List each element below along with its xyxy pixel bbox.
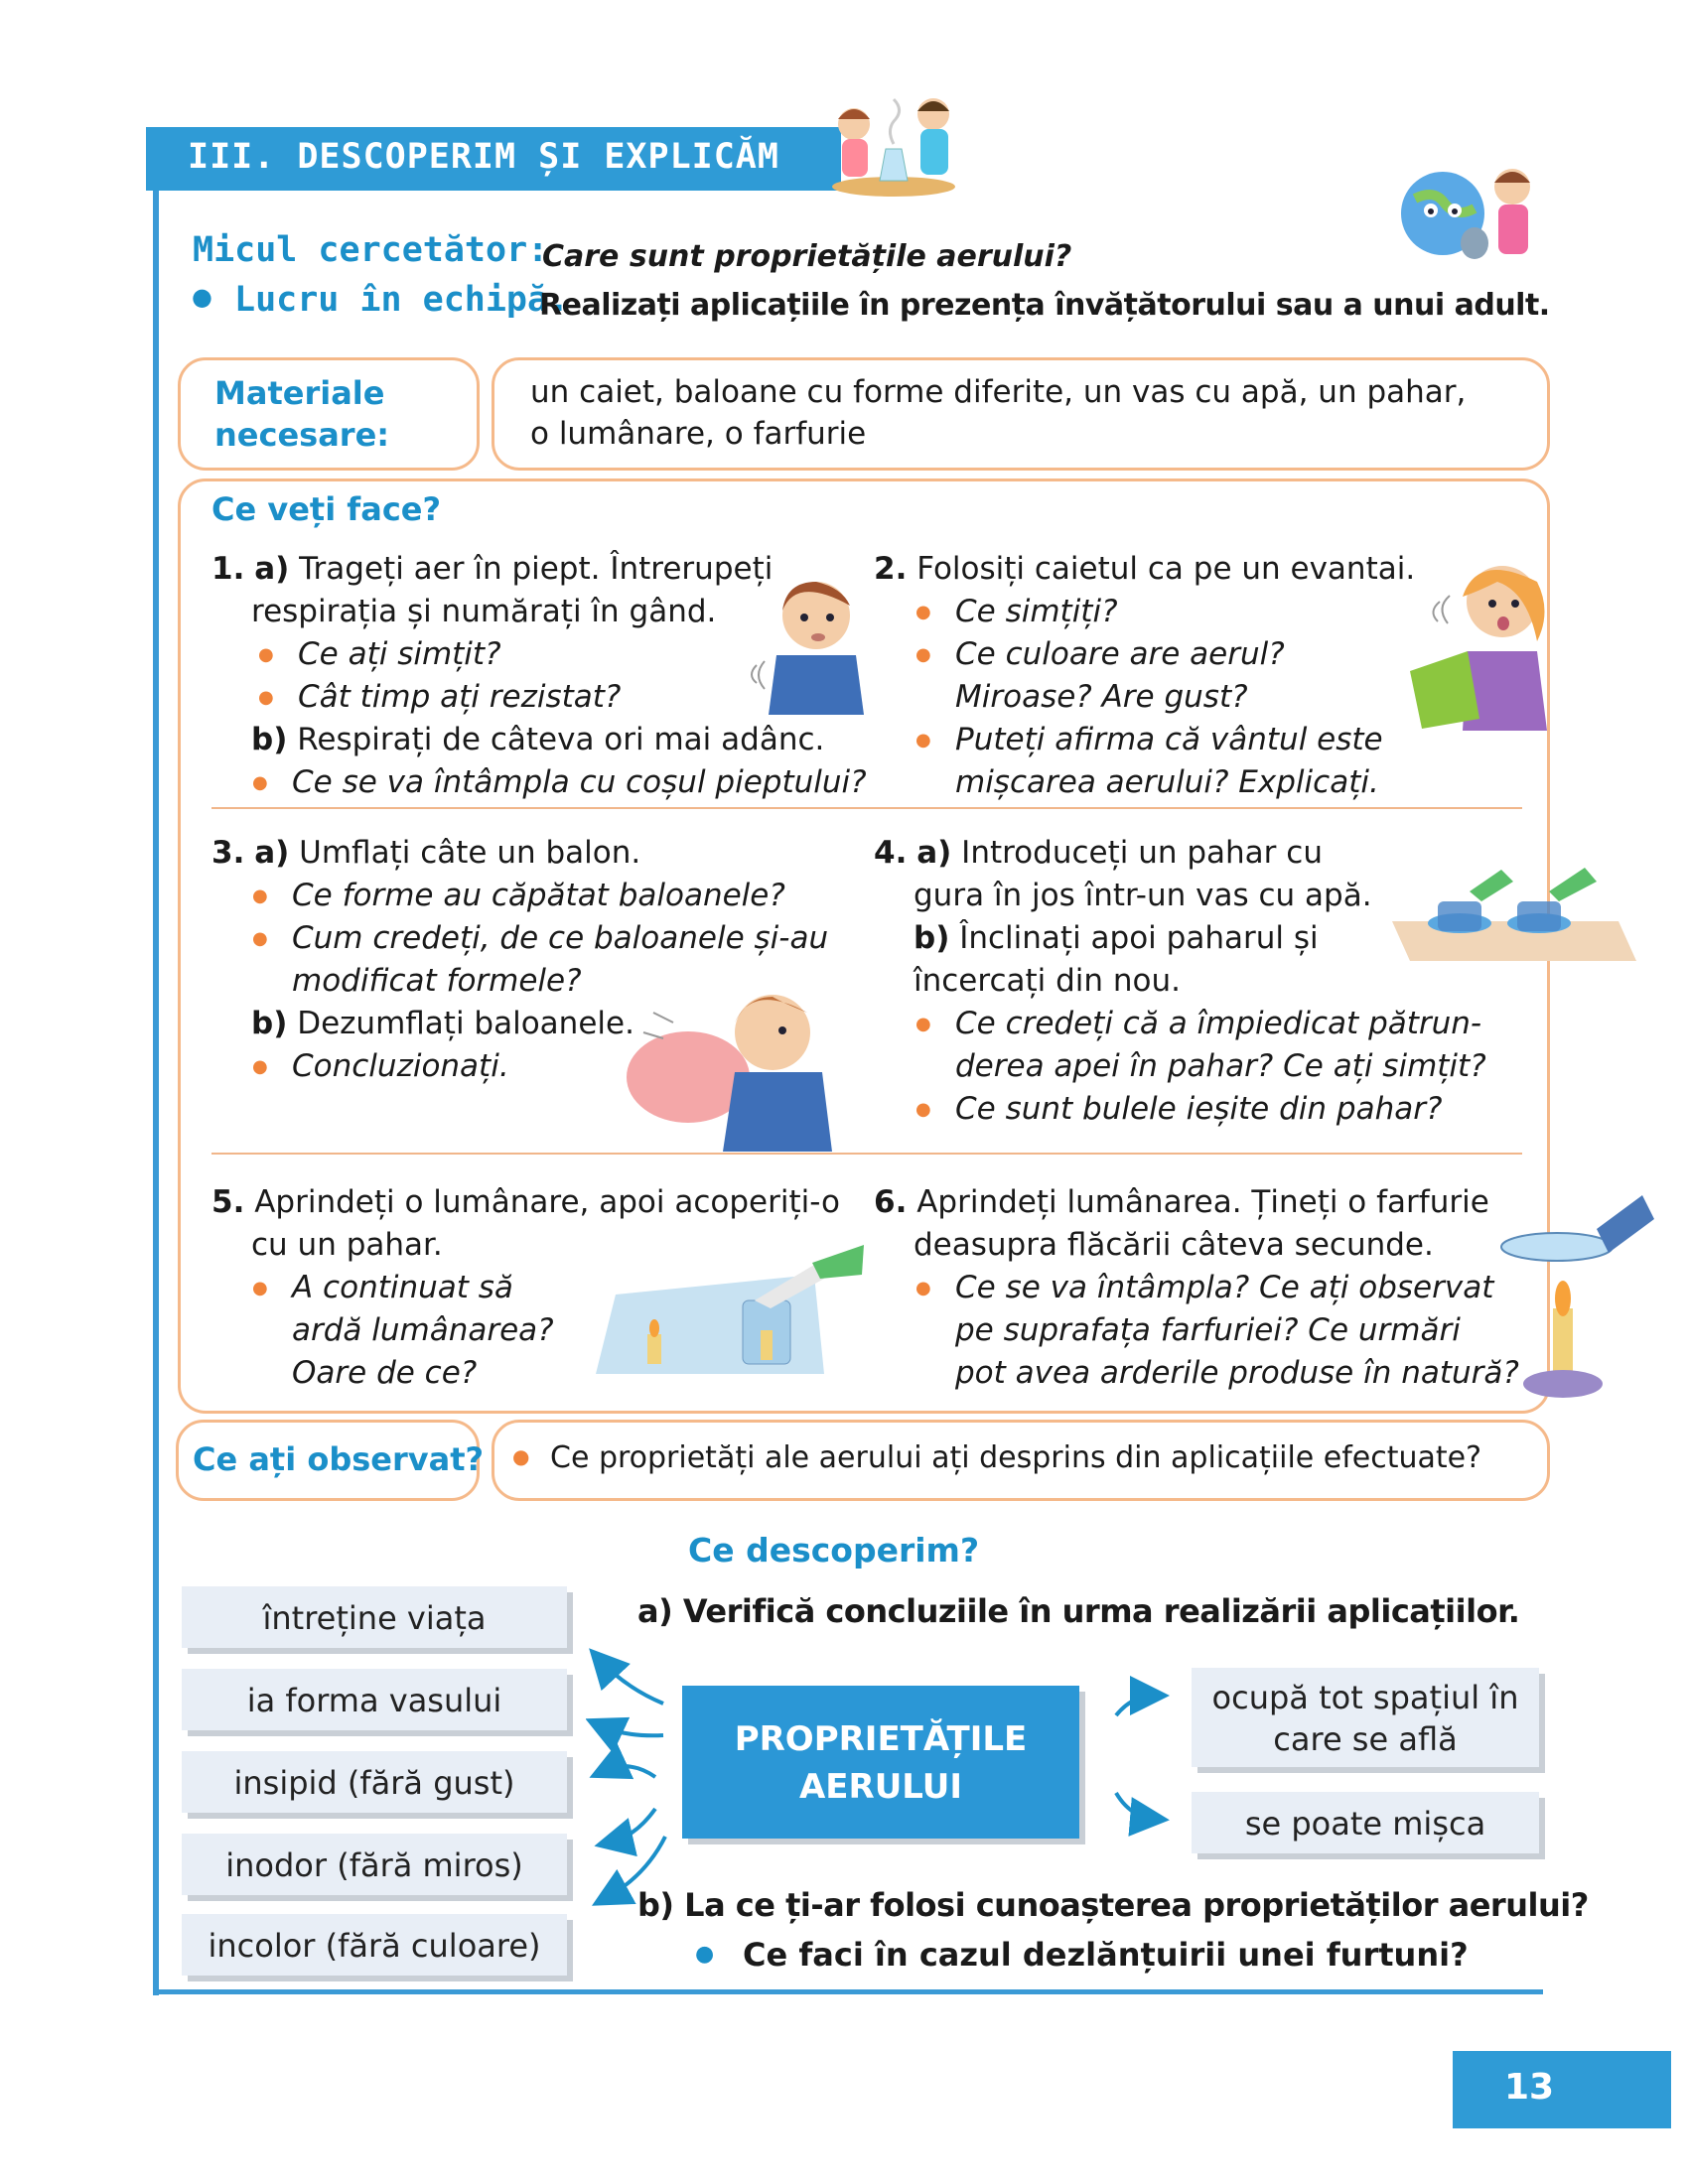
- kids-experiment-illustration: [824, 89, 963, 199]
- boy-blowing-balloon-illustration: [624, 983, 832, 1152]
- prop-right-1: [1192, 1668, 1539, 1767]
- task3-num: 3.: [211, 835, 245, 871]
- task2-q3b: mișcarea aerului? Explicați.: [955, 764, 1379, 800]
- task3-q3: ● Concluzionați.: [292, 1045, 509, 1088]
- task3-a: a): [254, 835, 290, 871]
- materials-label-box: [178, 357, 480, 471]
- task1-a: a): [254, 551, 290, 587]
- task3-line1: [211, 832, 640, 875]
- materials-text-1: un caiet, baloane cu forme diferite, un vas cu apă, un pahar,: [530, 374, 1467, 410]
- task3-q2b: modificat formele?: [292, 963, 582, 999]
- materials-text-2: o lumânare, o farfurie: [530, 416, 867, 452]
- task2-line1: [874, 548, 1415, 591]
- observed-question: Ce proprietăți ale aerului ați desprins din aplicațiile efectuate?: [550, 1440, 1482, 1475]
- task5-text1: Aprindeți o lumânare, apoi acoperiți-o: [254, 1184, 840, 1220]
- researcher-question: Care sunt proprietățile aerului?: [542, 239, 1072, 274]
- team-label: Lucru în echipă.: [234, 280, 570, 320]
- task4-q2: ● Ce sunt bulele ieșite din pahar?: [955, 1088, 1442, 1131]
- task2-num: 2.: [874, 551, 908, 587]
- materials-label-1: Materiale: [214, 374, 385, 412]
- task5-q1c: Oare de ce?: [292, 1355, 478, 1391]
- discover-b-text: b) La ce ți-ar folosi cunoașterea proprietăților aerului?: [637, 1886, 1589, 1924]
- team-text: Realizați aplicațiile în prezența învățătorului sau a unui adult.: [539, 288, 1550, 323]
- task3-q1: ● Ce forme au căpătat baloanele?: [292, 875, 785, 917]
- prop-left-1: întreține viața: [182, 1586, 567, 1648]
- task4-q1b: derea apei în pahar? Ce ați simțit?: [955, 1048, 1486, 1084]
- section-title: III. DESCOPERIM ȘI EXPLICĂM: [188, 137, 779, 177]
- task6-q1c: pot avea arderile produse în natură?: [955, 1355, 1519, 1391]
- task5-q1b: ardă lumânarea?: [292, 1312, 554, 1348]
- task1-line3: [251, 719, 824, 761]
- task4-b: b): [914, 920, 950, 956]
- prop-left-4: inodor (fără miros): [182, 1834, 567, 1895]
- task5-line1: [211, 1181, 840, 1224]
- page-number: 13: [1504, 2067, 1555, 2108]
- center-line2: AERULUI: [798, 1767, 963, 1807]
- prop-right-1b: care se află: [1273, 1720, 1458, 1758]
- task1-num: 1.: [211, 551, 245, 587]
- task5-q1a: ● A continuat să: [292, 1267, 513, 1309]
- concept-arrows: [586, 1648, 1182, 1906]
- prop-left-2: ia forma vasului: [182, 1669, 567, 1730]
- task3-b: b): [251, 1006, 288, 1041]
- divider-2: [211, 1153, 1522, 1155]
- task1-q3: ● Ce se va întâmpla cu coșul pieptului?: [292, 761, 867, 804]
- task4-q1a: ● Ce credeți că a împiedicat pătrun-: [955, 1003, 1481, 1045]
- section-header: [146, 127, 841, 191]
- plate-over-candle-illustration: [1497, 1189, 1656, 1418]
- tasks-heading: Ce veți face?: [211, 490, 442, 528]
- prop-right-1a: ocupă tot spațiul în: [1211, 1679, 1519, 1716]
- task4-text3: Înclinați apoi paharul și: [959, 920, 1319, 956]
- researcher-label: Micul cercetător:: [193, 230, 549, 270]
- observed-label: Ce ați observat?: [193, 1440, 485, 1478]
- task4-text4: încercați din nou.: [914, 963, 1182, 999]
- task4-line3: [914, 917, 1319, 960]
- task3-text1: Umflați câte un balon.: [299, 835, 641, 871]
- task1-text3: Respirați de câteva ori mai adânc.: [297, 722, 825, 757]
- task3-q2a: ● Cum credeți, de ce baloanele și-au: [292, 917, 828, 960]
- task4-text1: Introduceți un pahar cu: [961, 835, 1323, 871]
- task1-text1: Trageți aer în piept. Întrerupeți: [299, 551, 774, 587]
- task6-text1: Aprindeți lumânarea. Țineți o farfurie: [916, 1184, 1489, 1220]
- discover-a-text: a) Verifică concluziile în urma realizării aplicațiilor.: [637, 1592, 1520, 1630]
- observed-question-box: [492, 1420, 1550, 1501]
- task6-text2: deasupra flăcării câteva secunde.: [914, 1227, 1434, 1263]
- page-left-border: [153, 189, 159, 1995]
- candle-under-glass-illustration: [576, 1235, 864, 1384]
- center-line1: PROPRIETĂȚILE: [734, 1719, 1028, 1759]
- task6-line1: [874, 1181, 1489, 1224]
- discover-heading: Ce descoperim?: [688, 1531, 980, 1570]
- task5-text2: cu un pahar.: [251, 1227, 443, 1263]
- task2-q2b: Miroase? Are gust?: [955, 679, 1248, 715]
- materials-label-2: necesare:: [214, 416, 390, 454]
- task2-text1: Folosiți caietul ca pe un evantai.: [916, 551, 1416, 587]
- task3-line2: [251, 1003, 634, 1045]
- task4-line1: [874, 832, 1323, 875]
- prop-left-3: insipid (fără gust): [182, 1751, 567, 1813]
- task6-num: 6.: [874, 1184, 908, 1220]
- prop-right-2: se poate mișca: [1192, 1792, 1539, 1853]
- task2-q1: ● Ce simțiți?: [955, 591, 1118, 633]
- task6-q1b: pe suprafața farfuriei? Ce urmări: [955, 1312, 1461, 1348]
- materials-text-box: [492, 357, 1550, 471]
- boy-holding-breath-illustration: [747, 576, 876, 715]
- girl-fanning-notebook-illustration: [1408, 552, 1557, 731]
- task1-b: b): [251, 722, 288, 757]
- glass-in-water-illustration: [1390, 862, 1638, 971]
- task5-num: 5.: [211, 1184, 245, 1220]
- task1-text2: respirația și numărați în gând.: [251, 594, 717, 629]
- task2-q2a: ● Ce culoare are aerul?: [955, 633, 1285, 676]
- divider-1: [211, 807, 1522, 809]
- task1-line1: [211, 548, 773, 591]
- task1-q2: ● Cât timp ați rezistat?: [298, 676, 621, 719]
- prop-left-5: incolor (fără culoare): [182, 1914, 567, 1976]
- task6-q1a: ● Ce se va întâmpla? Ce ați observat: [955, 1267, 1493, 1309]
- discover-b-bullet: ●: [695, 1942, 715, 1967]
- task4-a: a): [916, 835, 952, 871]
- observed-bullet: ●: [512, 1444, 530, 1468]
- globe-kids-illustration: [1395, 159, 1544, 268]
- task4-num: 4.: [874, 835, 908, 871]
- task4-text2: gura în jos într-un vas cu apă.: [914, 878, 1372, 913]
- task2-q3a: ● Puteți afirma că vântul este: [955, 719, 1383, 761]
- page-bottom-border: [153, 1989, 1543, 1994]
- team-bullet: ●: [192, 283, 212, 311]
- task1-q1: ● Ce ați simțit?: [298, 633, 501, 676]
- observed-label-box: [176, 1420, 485, 1501]
- discover-b-question: Ce faci în cazul dezlănțuirii unei furtuni?: [743, 1936, 1469, 1974]
- page-number-box: [1453, 2051, 1671, 2128]
- task3-text2: Dezumflați baloanele.: [297, 1006, 634, 1041]
